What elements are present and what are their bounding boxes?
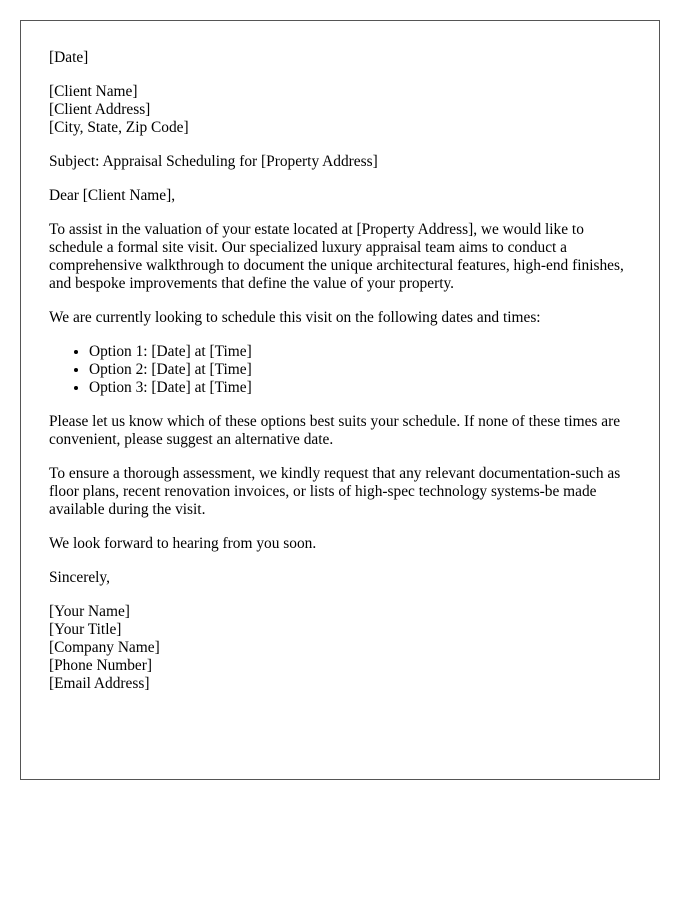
letter-salutation: Dear [Client Name], bbox=[49, 187, 176, 204]
letter-paragraph-schedule: We are currently looking to schedule this visit on the following dates and times: bbox=[49, 309, 541, 326]
letter-page bbox=[20, 20, 660, 780]
signature-block bbox=[49, 603, 631, 693]
sender-phone: [Phone Number] bbox=[49, 657, 153, 674]
sender-name: [Your Name] bbox=[49, 603, 130, 620]
letter-subject: Subject: Appraisal Scheduling for [Property Address] bbox=[49, 153, 378, 170]
sender-title: [Your Title] bbox=[49, 621, 122, 638]
recipient-city-state-zip: [City, State, Zip Code] bbox=[49, 119, 189, 136]
letter-closing: Sincerely, bbox=[49, 569, 110, 586]
schedule-options-list bbox=[49, 343, 631, 397]
recipient-address: [Client Address] bbox=[49, 101, 151, 118]
letter-paragraph-closing-remark: We look forward to hearing from you soon. bbox=[49, 535, 317, 552]
sender-email: [Email Address] bbox=[49, 675, 150, 692]
sender-company: [Company Name] bbox=[49, 639, 160, 656]
schedule-option-item: • Option 3: [Date] at [Time] bbox=[89, 379, 631, 397]
letter-paragraph-options: Please let us know which of these options best suits your schedule. If none of these times are convenient, please suggest an alternative date. bbox=[49, 413, 621, 448]
recipient-address-block bbox=[49, 83, 631, 137]
schedule-option-item: • Option 1: [Date] at [Time] bbox=[89, 343, 631, 361]
schedule-option-item: • Option 2: [Date] at [Time] bbox=[89, 361, 631, 379]
letter-date: [Date] bbox=[49, 49, 89, 66]
letter-paragraph-documentation: To ensure a thorough assessment, we kindly request that any relevant documentation-such as floor plans, recent renovation invoices, or lists of high-spec technology systems-be made available during the visit. bbox=[49, 465, 621, 518]
recipient-name: [Client Name] bbox=[49, 83, 138, 100]
letter-paragraph-intro: To assist in the valuation of your estate located at [Property Address], we would like to schedule a formal site visit. Our specialized luxury appraisal team aims to conduct a comprehensive walkthrough to document the unique architectural features, high-end finishes, and bespoke improvements that define the value of your property. bbox=[49, 221, 624, 292]
